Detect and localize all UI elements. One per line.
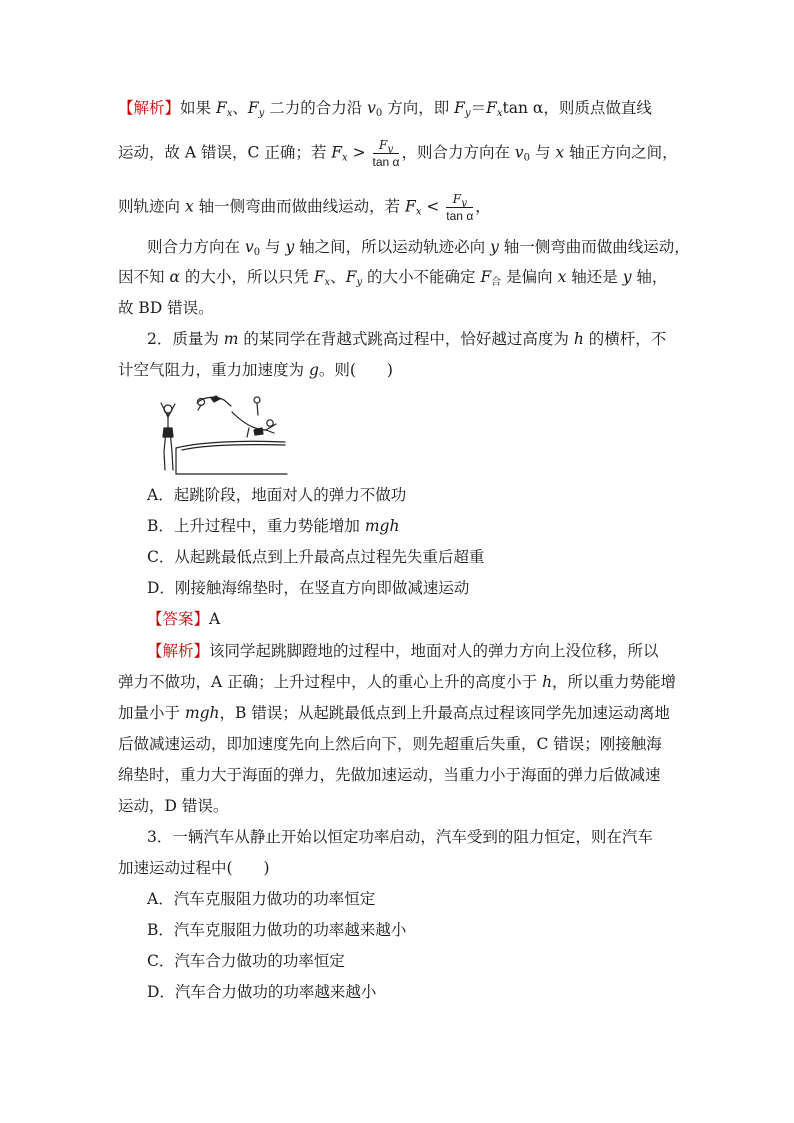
q2-option-b: B．上升过程中，重力势能增加 mgh: [147, 517, 400, 535]
q3-stem-line-2: 加速运动过程中( ): [118, 859, 270, 877]
q1-analysis-line-2: 运动，故 A 错误，C 正确；若 $F_x$ > $\frac{F_y}{\text{tan α}}$ ，则合力方向在 $v_0$ 与 x 轴正方向之间，: [118, 138, 678, 169]
q2-analysis-line-1: 【解析】该同学起跳脚蹬地的过程中，地面对人的弹力方向上没位移，所以: [147, 642, 659, 660]
q1-analysis-line-6: 故 BD 错误。: [118, 299, 214, 317]
q2-stem-line-2: 计空气阻力，重力加速度为 g。则( ): [118, 361, 393, 379]
q1-analysis-line-3: 则轨迹向 x 轴一侧弯曲而做曲线运动，若 $F_x$ < $\frac{F_y}{\text{tan α}}$ ，: [118, 192, 491, 223]
q2-analysis-line-5: 绵垫时，重力大于海面的弹力，先做加速运动，当重力小于海面的弹力后做减速: [118, 766, 661, 784]
q3-stem-line-1: 3．一辆汽车从静止开始以恒定功率启动，汽车受到的阻力恒定，则在汽车: [147, 828, 653, 846]
q2-analysis-line-4: 后做减速运动，即加速度先向上然后向下，则先超重后失重，C 错误；刚接触海: [118, 735, 662, 753]
q2-option-d: D．刚接触海绵垫时，在竖直方向即做减速运动: [147, 579, 470, 597]
q1-analysis-line-5: 因不知 α 的大小，所以只凭 $F_x$、$F_y$ 的大小不能确定 $F_合$ 是偏向 x 轴还是 y 轴，: [118, 268, 668, 288]
q3-option-a: A．汽车克服阻力做功的功率恒定: [147, 890, 376, 908]
q3-option-d: D．汽车合力做功的功率越来越小: [147, 983, 377, 1001]
analysis-tag: 【解析】: [147, 642, 210, 660]
q2-answer: 【答案】A: [147, 610, 221, 628]
q1-analysis-line-1: 【解析】如果 $F_x$、$F_y$ 二力的合力沿 $v_0$ 方向，即 $F_y=F_x\tan$ α，则质点做直线: [118, 99, 652, 119]
fraction-fy-over-tan: $\frac{F_y}{\text{tan α}}$: [372, 138, 400, 169]
q1-analysis-line-4: 则合力方向在 $v_0$ 与 y 轴之间，所以运动轨迹必向 y 轴一侧弯曲而做曲线运动，: [147, 238, 690, 258]
q2-option-a: A．起跳阶段，地面对人的弹力不做功: [147, 486, 407, 504]
answer-tag: 【答案】: [147, 610, 210, 628]
q2-option-c: C．从起跳最低点到上升最高点过程先失重后超重: [147, 548, 485, 566]
q2-analysis-line-6: 运动，D 错误。: [118, 797, 229, 815]
analysis-tag: 【解析】: [118, 99, 181, 117]
high-jump-illustration: [154, 390, 289, 476]
q3-option-b: B．汽车克服阻力做功的功率越来越小: [147, 921, 407, 939]
q2-analysis-line-3: 加量小于 mgh，B 错误；从起跳最低点到上升最高点过程该同学先加速运动离地: [118, 704, 670, 722]
fraction-fy-over-tan: $\frac{F_y}{\text{tan α}}$: [446, 192, 474, 223]
q2-analysis-line-2: 弹力不做功，A 正确；上升过程中，人的重心上升的高度小于 h，所以重力势能增: [118, 673, 677, 691]
q3-option-c: C．汽车合力做功的功率恒定: [147, 952, 345, 970]
q2-stem-line-1: 2．质量为 m 的某同学在背越式跳高过程中，恰好越过高度为 h 的横杆，不: [147, 330, 667, 348]
